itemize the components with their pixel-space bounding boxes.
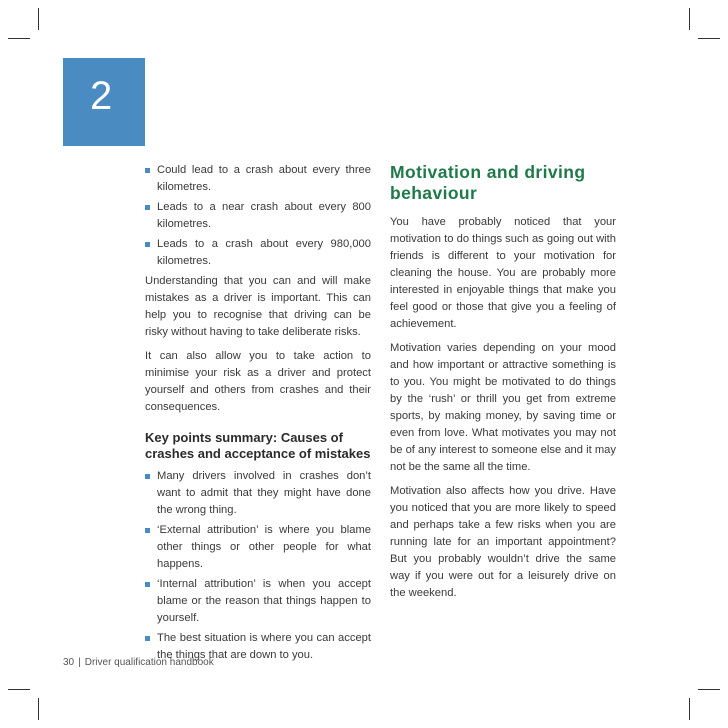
bullet-square-icon	[145, 582, 150, 587]
bullet-square-icon	[145, 205, 150, 210]
section-title: Motivation and driving behaviour	[390, 162, 586, 203]
book-title: Driver qualification handbook	[84, 657, 214, 668]
footer-separator: |	[78, 657, 81, 668]
bullet-square-icon	[145, 636, 150, 641]
page-number: 30	[63, 657, 75, 668]
list-item: Many drivers involved in crashes don’t want to admit that they might have done the wrong thing.	[145, 468, 371, 519]
paragraph: Understanding that you can and will make mistakes as a driver is important. This can help you to recognise that driving can be risky without having to take deliberate risks.	[145, 275, 371, 338]
list-item: Leads to a near crash about every 800 kilometres.	[145, 199, 371, 233]
paragraph: Motivation also affects how you drive. Have you noticed that you are more likely to speed and perhaps take a few risks when you are running late for an important appointment? But you probably wouldn’t drive the same way if you were out for a leisurely drive on the weekend.	[390, 485, 616, 599]
key-points-heading: Key points summary: Causes of crashes and acceptance of mistakes	[145, 430, 371, 461]
crop-mark	[689, 698, 690, 720]
list-item: ‘Internal attribution’ is when you accept blame or the reason that things happen to yourself.	[145, 576, 371, 627]
crop-mark	[8, 689, 30, 690]
paragraph: You have probably noticed that your motivation to do things such as going out with friends is different to your motivation for cleaning the house. You are probably more interested in enjoyable things that make you feel good or those that give you a feeling of achievement.	[390, 216, 616, 330]
crop-mark	[698, 38, 720, 39]
list-item: Leads to a crash about every 980,000 kilometres.	[145, 236, 371, 270]
chapter-box	[63, 58, 145, 146]
paragraph: Motivation varies depending on your mood and how important or attractive something is to you. You might be motivated to do things by the ‘rush’ or thrill you get from extreme sports, by making money, by saving time or even from love. What motivates you may not be of any interest to someone else and it may not be the same all the time.	[390, 342, 616, 473]
crop-mark	[38, 698, 39, 720]
crop-mark	[38, 8, 39, 30]
page-footer	[63, 657, 214, 668]
bullet-square-icon	[145, 242, 150, 247]
crop-mark	[698, 689, 720, 690]
list-item: Could lead to a crash about every three kilometres.	[145, 162, 371, 196]
list-item: The best situation is where you can accept the things that are down to you.	[145, 630, 371, 664]
right-column	[390, 162, 616, 609]
crash-bullet-list	[145, 162, 371, 270]
bullet-square-icon	[145, 474, 150, 479]
crop-mark	[689, 8, 690, 30]
crop-mark	[8, 38, 30, 39]
left-column	[145, 162, 371, 667]
paragraph: It can also allow you to take action to minimise your risk as a driver and protect yourself and others from crashes and their consequences.	[145, 350, 371, 413]
list-item: ‘External attribution’ is where you blame other things or other people for what happens.	[145, 522, 371, 573]
chapter-number: 2	[90, 74, 113, 118]
bullet-square-icon	[145, 528, 150, 533]
bullet-square-icon	[145, 168, 150, 173]
key-points-list	[145, 468, 371, 664]
